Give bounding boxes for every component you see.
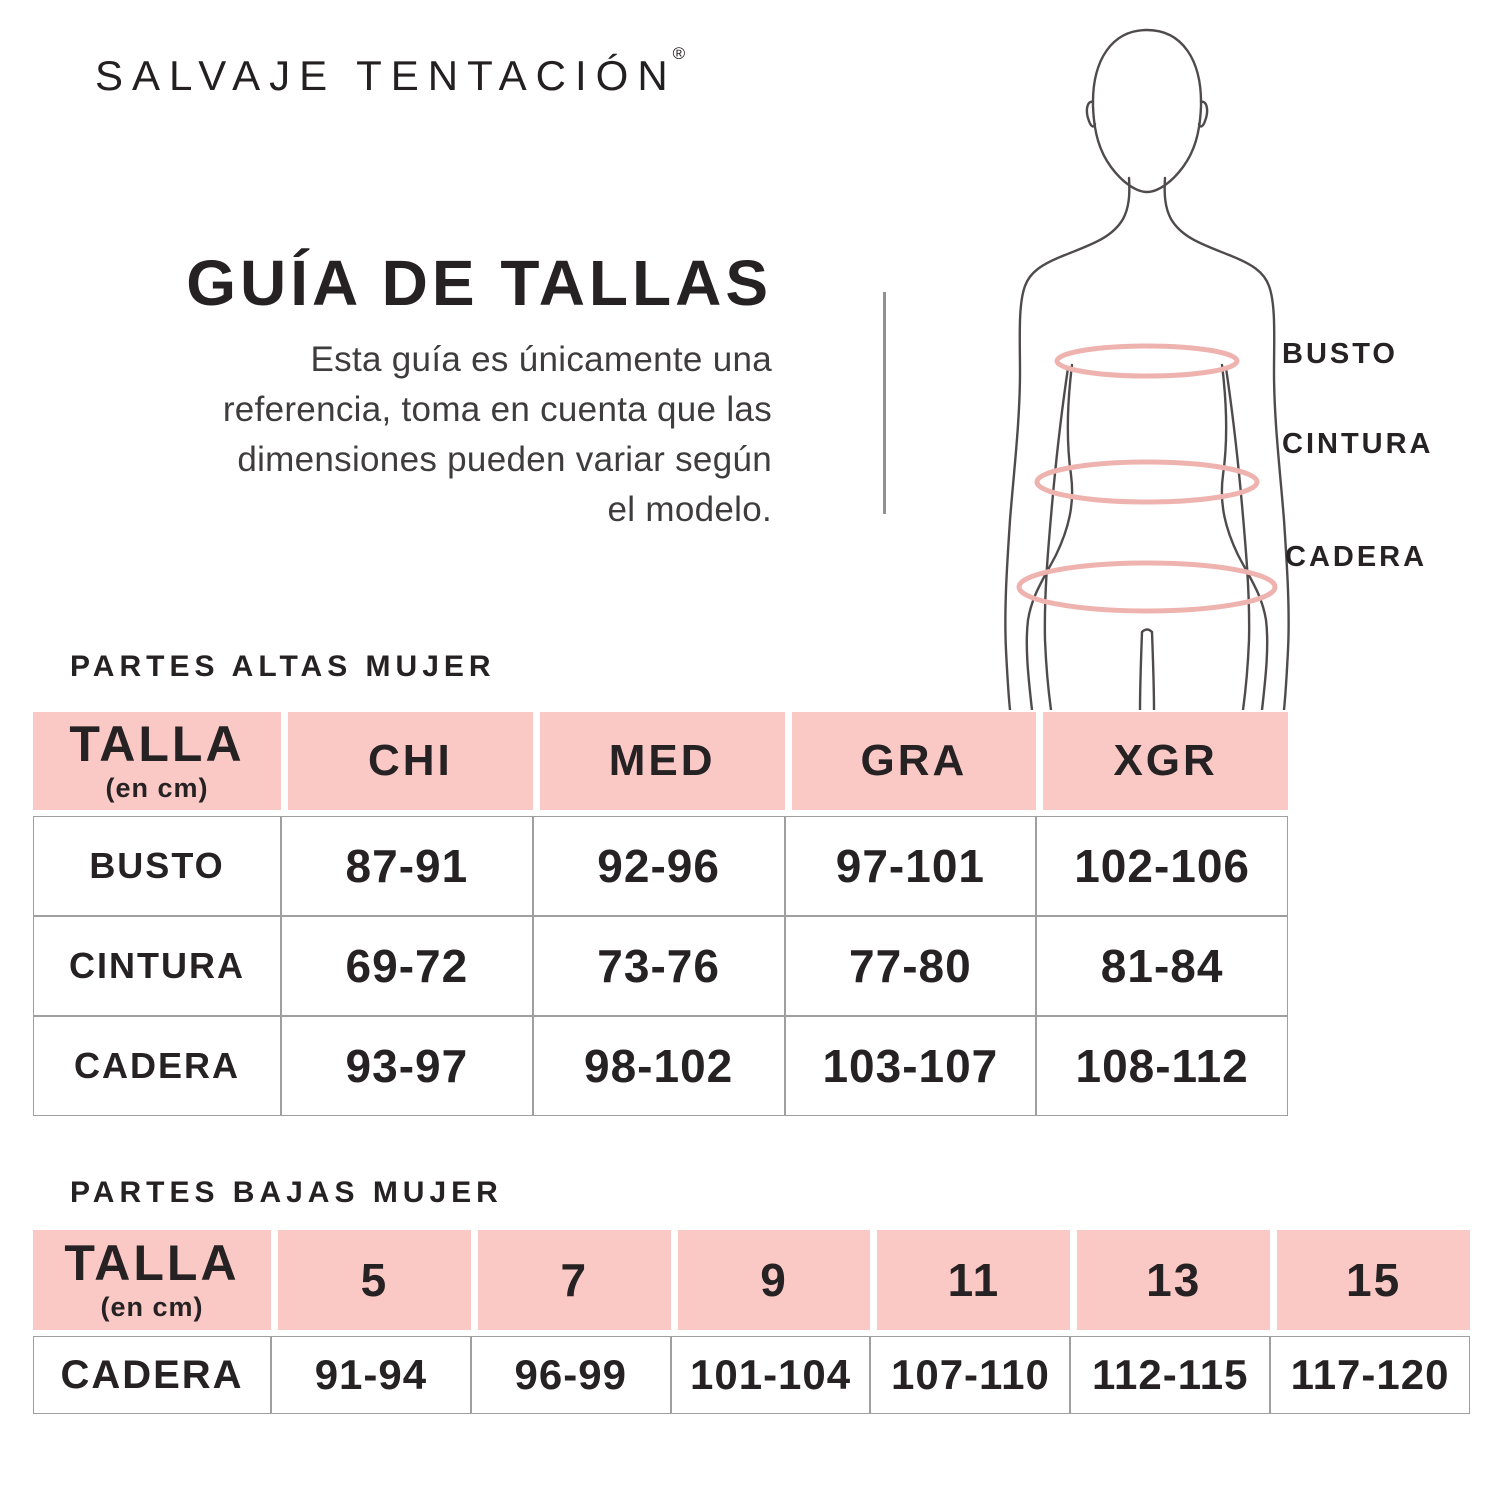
table-cell: 117-120 [1270,1336,1470,1414]
hip-measure-line [1019,563,1275,611]
brand-name: SALVAJE TENTACIÓN [95,52,677,99]
corner-title: TALLA [69,715,245,772]
waist-measure-line [1037,462,1257,502]
table-cell: 102-106 [1036,816,1288,916]
lower-col-15: 15 [1270,1230,1470,1330]
lower-col-7: 7 [471,1230,671,1330]
lower-col-9: 9 [671,1230,871,1330]
upper-table-body [33,816,1288,1116]
intro-description-line: el modelo. [607,490,772,530]
lower-col-13: 13 [1070,1230,1270,1330]
table-cell: 101-104 [671,1336,871,1414]
intro-description-line: referencia, toma en cuenta que las [222,390,772,430]
table-cell: 97-101 [785,816,1037,916]
corner-unit: (en cm) [105,772,209,803]
corner-title: TALLA [64,1234,240,1291]
table-cell: 108-112 [1036,1016,1288,1116]
registered-mark: ® [672,44,686,63]
upper-table-corner-cell [33,712,281,810]
head-outline [1093,30,1201,192]
table-cell: 93-97 [281,1016,533,1116]
table-cell: 107-110 [870,1336,1070,1414]
lower-table-heading: PARTES BAJAS MUJER [70,1176,503,1209]
intro-description-line: dimensiones pueden variar según [237,440,772,480]
upper-col-chi: CHI [281,712,533,810]
table-cell: 112-115 [1070,1336,1270,1414]
brand-logo [95,44,689,100]
table-cell: 91-94 [271,1336,471,1414]
body-silhouette-illustration [860,20,1500,710]
bust-measure-line [1057,346,1237,376]
upper-col-gra: GRA [785,712,1037,810]
lower-col-11: 11 [870,1230,1070,1330]
table-cell: 81-84 [1036,916,1288,1016]
page-title: GUÍA DE TALLAS [186,247,772,319]
figure-label-busto: BUSTO [1282,338,1398,370]
table-cell: 77-80 [785,916,1037,1016]
upper-row-label-busto: BUSTO [33,816,281,916]
inner-leg-lines [1140,630,1154,711]
intro-description [80,335,772,535]
upper-table-header-row [33,712,1288,810]
table-cell: 103-107 [785,1016,1037,1116]
table-cell: 69-72 [281,916,533,1016]
lower-col-5: 5 [271,1230,471,1330]
upper-table-heading: PARTES ALTAS MUJER [70,650,496,683]
upper-row-label-cadera: CADERA [33,1016,281,1116]
lower-table-header-row [33,1230,1470,1330]
right-inner-arm-line [1226,368,1249,710]
lower-row-label-cadera: CADERA [33,1336,271,1414]
intro-description-line: Esta guía es únicamente una [310,340,772,380]
figure-label-cadera: CADERA [1285,541,1428,573]
table-cell: 96-99 [471,1336,671,1414]
figure-label-cintura: CINTURA [1282,428,1434,460]
lower-table-corner-cell [33,1230,271,1330]
left-inner-arm-line [1045,368,1068,710]
table-cell: 92-96 [533,816,785,916]
upper-col-xgr: XGR [1036,712,1288,810]
upper-col-med: MED [533,712,785,810]
intro-block [80,247,772,535]
table-cell: 87-91 [281,816,533,916]
table-cell: 98-102 [533,1016,785,1116]
upper-row-label-cintura: CINTURA [33,916,281,1016]
corner-unit: (en cm) [100,1291,204,1322]
table-cell: 73-76 [533,916,785,1016]
lower-table-body [33,1336,1470,1414]
